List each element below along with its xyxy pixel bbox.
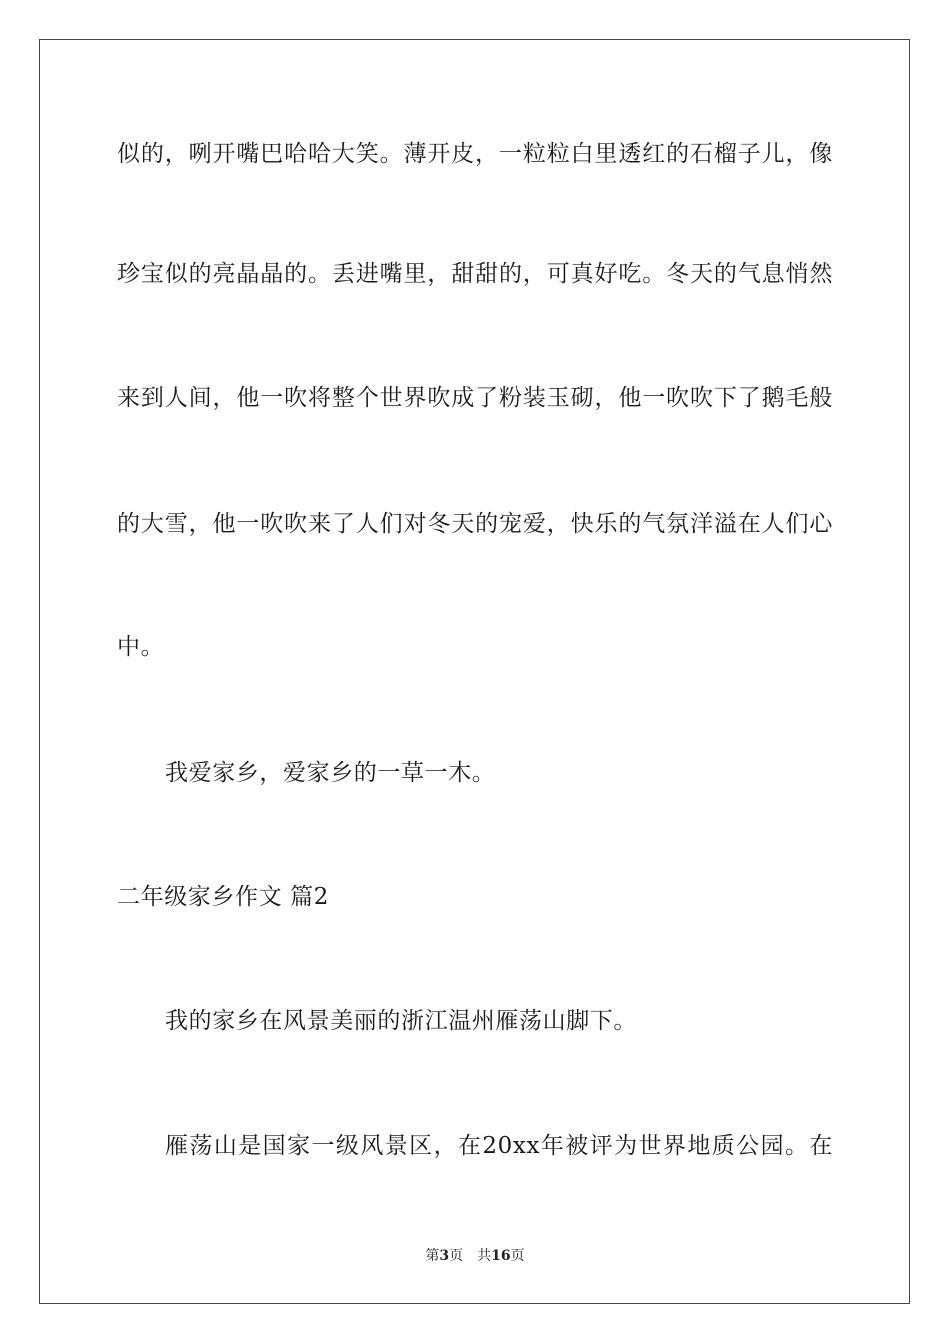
section-heading: 二年级家乡作文 篇2 bbox=[117, 884, 329, 910]
paragraph-line: 的大雪，他一吹吹来了人们对冬天的宠爱，快乐的气氛洋溢在人们心 bbox=[117, 511, 833, 537]
page-suffix: 页 bbox=[449, 1248, 464, 1264]
page-prefix: 第 bbox=[425, 1248, 440, 1264]
paragraph-line: 来到人间，他一吹将整个世界吹成了粉装玉砌，他一吹吹下了鹅毛般 bbox=[117, 385, 833, 411]
paragraph-line: 似的，咧开嘴巴哈哈大笑。薄开皮，一粒粒白里透红的石榴子儿，像 bbox=[117, 141, 833, 167]
paragraph-line: 中。 bbox=[117, 634, 165, 660]
page-border bbox=[39, 39, 910, 1304]
paragraph: 我的家乡在风景美丽的浙江温州雁荡山脚下。 bbox=[165, 1008, 637, 1034]
paragraph-line: 雁荡山是国家一级风景区，在20xx年被评为世界地质公园。在 bbox=[165, 1133, 833, 1159]
total-prefix: 共 bbox=[477, 1248, 492, 1264]
total-page-number: 16 bbox=[491, 1248, 511, 1264]
total-suffix: 页 bbox=[510, 1248, 525, 1264]
current-page-number: 3 bbox=[439, 1248, 450, 1264]
paragraph-line: 珍宝似的亮晶晶的。丢进嘴里，甜甜的，可真好吃。冬天的气息悄然 bbox=[117, 261, 833, 287]
page-footer bbox=[0, 1246, 950, 1266]
paragraph: 我爱家乡，爱家乡的一草一木。 bbox=[165, 760, 496, 786]
